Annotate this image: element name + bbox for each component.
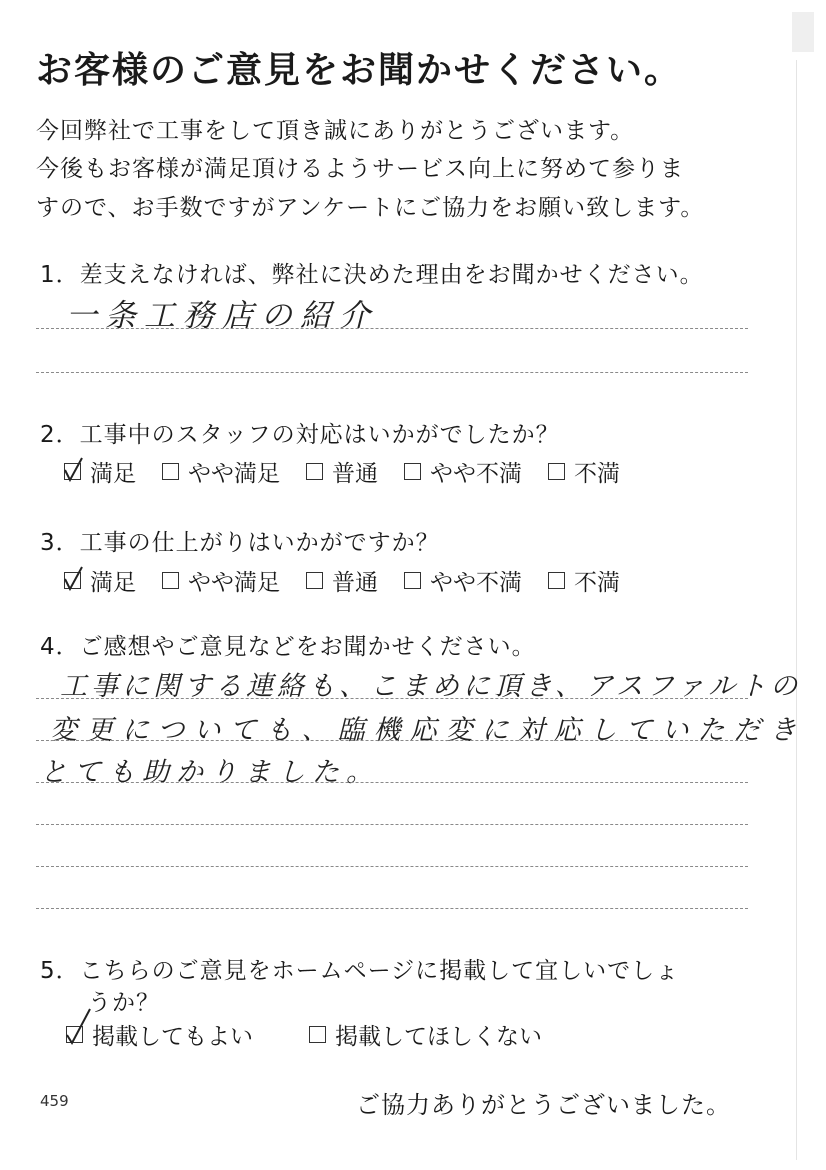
answer-line [36, 824, 748, 825]
option-label: 普通 [332, 461, 378, 487]
checkbox-checked[interactable] [66, 1026, 83, 1043]
q2-option-neutral[interactable] [306, 455, 378, 488]
question-5-line-2: うか？ [88, 990, 160, 1016]
q5-option-allow[interactable] [66, 1018, 253, 1051]
intro-line-2: 今後もお客様が満足頂けるようサービス向上に努めて参りま [36, 156, 684, 182]
question-5-line-1: 5．こちらのご意見をホームページに掲載して宜しいでしょ [40, 958, 680, 984]
closing-thanks: ご協力ありがとうございました。 [356, 1091, 731, 1119]
checkbox[interactable] [306, 572, 323, 589]
q3-option-dissatisfied[interactable] [548, 564, 620, 597]
q3-option-satisfied[interactable] [64, 564, 136, 597]
option-label: 掲載してほしくない [335, 1024, 542, 1050]
answer-line [36, 782, 748, 783]
option-label: 満足 [90, 461, 136, 487]
question-2: 2．工事中のスタッフの対応はいかがでしたか？ [40, 422, 560, 448]
q2-options [64, 455, 646, 488]
checkbox-checked[interactable] [64, 463, 81, 480]
checkbox-checked[interactable] [64, 572, 81, 589]
question-4: 4．ご感想やご意見などをお聞かせください。 [40, 634, 536, 660]
checkbox[interactable] [404, 463, 421, 480]
page-edge-line [796, 60, 797, 1160]
form-title: お客様のご意見をお聞かせください。 [36, 50, 683, 91]
answer-line [36, 740, 748, 741]
answer-line [36, 866, 748, 867]
answer-line [36, 698, 748, 699]
option-label: やや満足 [188, 570, 280, 596]
checkbox[interactable] [309, 1026, 326, 1043]
handwritten-answer-1: 一条工務店の紹介 [66, 298, 378, 334]
q3-option-somewhat-satisfied[interactable] [162, 564, 280, 597]
q2-option-somewhat-satisfied[interactable] [162, 455, 280, 488]
checkbox[interactable] [162, 463, 179, 480]
question-3: 3．工事の仕上がりはいかがですか？ [40, 530, 440, 556]
q2-option-satisfied[interactable] [64, 455, 136, 488]
handwritten-answer-4-line-1: 工事に関する連絡も、こまめに頂き、アスファルトの [60, 671, 802, 702]
q3-option-neutral[interactable] [306, 564, 378, 597]
option-label: 満足 [90, 570, 136, 596]
q3-options [64, 564, 646, 597]
checkbox[interactable] [162, 572, 179, 589]
checkbox[interactable] [548, 572, 565, 589]
option-label: やや満足 [188, 461, 280, 487]
option-label: 普通 [332, 570, 378, 596]
checkbox[interactable] [404, 572, 421, 589]
option-label: 掲載してもよい [92, 1024, 253, 1050]
option-label: やや不満 [430, 570, 522, 596]
q2-option-dissatisfied[interactable] [548, 455, 620, 488]
checkbox[interactable] [548, 463, 565, 480]
answer-line [36, 372, 748, 373]
option-label: やや不満 [430, 461, 522, 487]
answer-line [36, 908, 748, 909]
intro-line-3: すので、お手数ですがアンケートにご協力をお願い致します。 [36, 195, 705, 221]
q5-options [66, 1018, 568, 1051]
option-label: 不満 [574, 570, 620, 596]
q3-option-somewhat-dissatisfied[interactable] [404, 564, 522, 597]
q5-option-deny[interactable] [309, 1018, 542, 1051]
intro-line-1: 今回弊社で工事をして頂き誠にありがとうございます。 [36, 118, 635, 144]
q2-option-somewhat-dissatisfied[interactable] [404, 455, 522, 488]
handwritten-answer-4-line-2: 変更についても、臨機応変に対応していただき [50, 715, 806, 746]
page-number: 459 [40, 1092, 69, 1110]
checkbox[interactable] [306, 463, 323, 480]
handwritten-answer-4-line-3: とても助かりました。 [40, 757, 380, 788]
answer-line [36, 328, 748, 329]
option-label: 不満 [574, 461, 620, 487]
question-1: 1．差支えなければ、弊社に決めた理由をお聞かせください。 [40, 262, 704, 288]
page-edge-tab [792, 12, 814, 52]
